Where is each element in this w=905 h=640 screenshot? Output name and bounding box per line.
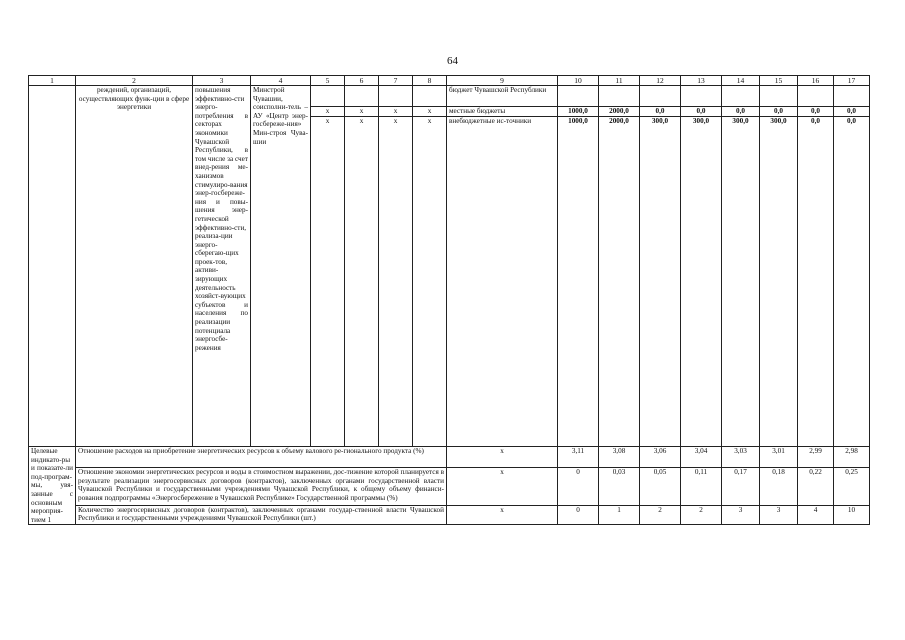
- value: 0: [558, 505, 599, 524]
- cell: x: [379, 117, 413, 447]
- column-number: 14: [722, 76, 760, 86]
- value: 2000,0: [599, 107, 640, 117]
- column-number: 9: [447, 76, 558, 86]
- cell: x: [413, 107, 447, 117]
- value: 0,05: [640, 468, 681, 506]
- funding-source: бюджет Чувашской Республики: [447, 86, 558, 107]
- column-number: 10: [558, 76, 599, 86]
- value: [599, 86, 640, 107]
- value: [681, 86, 722, 107]
- value: 0,0: [834, 107, 870, 117]
- value: 3,03: [722, 447, 760, 468]
- value: 2000,0: [599, 117, 640, 447]
- value: 0,18: [760, 468, 798, 506]
- value: 0,11: [681, 468, 722, 506]
- column-number: 6: [345, 76, 379, 86]
- value: 1000,0: [558, 107, 599, 117]
- value: [834, 86, 870, 107]
- cell: [379, 86, 413, 107]
- value: [640, 86, 681, 107]
- value: 3,01: [760, 447, 798, 468]
- value: 3: [760, 505, 798, 524]
- block-col3: повышения эффективно-сти энерго-потребления в секторах экономики Чувашской Республики, в том числе за счет внед-рения ме-ханизмов стимулиро-вания энер-госбереже-ния и повы-шения энер-гетической эффективно-сти, реализа-ции энерго-сберегаю-щих проек-тов, активи-зирующих деятельность хозяйст-вующих субъектов и населения по реализации потенциала энергосбе-режения: [193, 86, 251, 447]
- value: 300,0: [760, 117, 798, 447]
- value: 0,0: [760, 107, 798, 117]
- cell: x: [413, 117, 447, 447]
- value: [722, 86, 760, 107]
- indicator-row-3: [29, 505, 870, 524]
- column-number: 5: [311, 76, 345, 86]
- value: 0,22: [798, 468, 834, 506]
- value: [760, 86, 798, 107]
- cell: x: [311, 117, 345, 447]
- column-number: 15: [760, 76, 798, 86]
- indicator-row-1: [29, 447, 870, 468]
- value: 3,11: [558, 447, 599, 468]
- value: 300,0: [640, 117, 681, 447]
- value: 0,0: [834, 117, 870, 447]
- value: 2,99: [798, 447, 834, 468]
- indicator-row-2: [29, 468, 870, 506]
- value: 1000,0: [558, 117, 599, 447]
- column-number: 12: [640, 76, 681, 86]
- value: 0,0: [798, 117, 834, 447]
- value: 0,0: [681, 107, 722, 117]
- block-row-1: [29, 86, 870, 107]
- column-number: 4: [251, 76, 311, 86]
- indicator-text: Количество энергосервисных договоров (контрактов), заключенных органами государ-ственной власти Чувашской Республики и государственными учреждениями Чувашской Республики (шт.): [76, 505, 447, 524]
- value: 0,17: [722, 468, 760, 506]
- value: 0,0: [722, 107, 760, 117]
- column-number-row: [29, 76, 870, 86]
- column-number: 7: [379, 76, 413, 86]
- value: 0,03: [599, 468, 640, 506]
- cell: [311, 86, 345, 107]
- value: 300,0: [722, 117, 760, 447]
- program-table: [28, 75, 870, 525]
- value: 300,0: [681, 117, 722, 447]
- column-number: 2: [76, 76, 193, 86]
- value: [798, 86, 834, 107]
- value: 0: [558, 468, 599, 506]
- value: [558, 86, 599, 107]
- value: 0,25: [834, 468, 870, 506]
- column-number: 17: [834, 76, 870, 86]
- value: 2: [640, 505, 681, 524]
- funding-source: внебюджетные ис-точники: [447, 117, 558, 447]
- column-number: 13: [681, 76, 722, 86]
- value: 10: [834, 505, 870, 524]
- cell: [413, 86, 447, 107]
- page-number: 64: [447, 55, 458, 67]
- indicators-label: Целевые индикато-ры и показате-ли под-програм-мы, увя-занные с основным мероприя-тием 1: [29, 447, 76, 525]
- column-number: 8: [413, 76, 447, 86]
- value: 3,08: [599, 447, 640, 468]
- column-number: 11: [599, 76, 640, 86]
- indicator-x: x: [447, 505, 558, 524]
- value: 3: [722, 505, 760, 524]
- indicator-x: x: [447, 447, 558, 468]
- cell: x: [345, 117, 379, 447]
- value: 3,04: [681, 447, 722, 468]
- value: 3,06: [640, 447, 681, 468]
- block-col1: [29, 86, 76, 447]
- indicator-text: Отношение экономии энергетических ресурсов и воды в стоимостном выражении, дос-тижение которой планируется в результате реализации энергосервисных договоров (контрактов), заключенных органами государственной власти Чувашской Республики и государственными учреждениями Чувашской Республики, к общему объему финанси-рования подпрограммы «Энергосбережение в Чувашской Республике» Государственной программы (%): [76, 468, 447, 506]
- value: 4: [798, 505, 834, 524]
- column-number: 3: [193, 76, 251, 86]
- value: 2: [681, 505, 722, 524]
- value: 0,0: [798, 107, 834, 117]
- column-number: 1: [29, 76, 76, 86]
- block-col2: реждений, организаций, осуществляющих функ-ции в сфере энергетики: [76, 86, 193, 447]
- column-number: 16: [798, 76, 834, 86]
- cell: [345, 86, 379, 107]
- indicator-x: x: [447, 468, 558, 506]
- cell: x: [379, 107, 413, 117]
- value: 2,98: [834, 447, 870, 468]
- value: 1: [599, 505, 640, 524]
- indicator-text: Отношение расходов на приобретение энергетических ресурсов к объему валового ре-гионального продукта (%): [76, 447, 447, 468]
- block-col4: Минстрой Чувашии, соисполни-тель – АУ «Центр энер-госбереже-ния» Мин-строя Чува-шии: [251, 86, 311, 447]
- cell: x: [345, 107, 379, 117]
- funding-source: местные бюджеты: [447, 107, 558, 117]
- value: 0,0: [640, 107, 681, 117]
- cell: x: [311, 107, 345, 117]
